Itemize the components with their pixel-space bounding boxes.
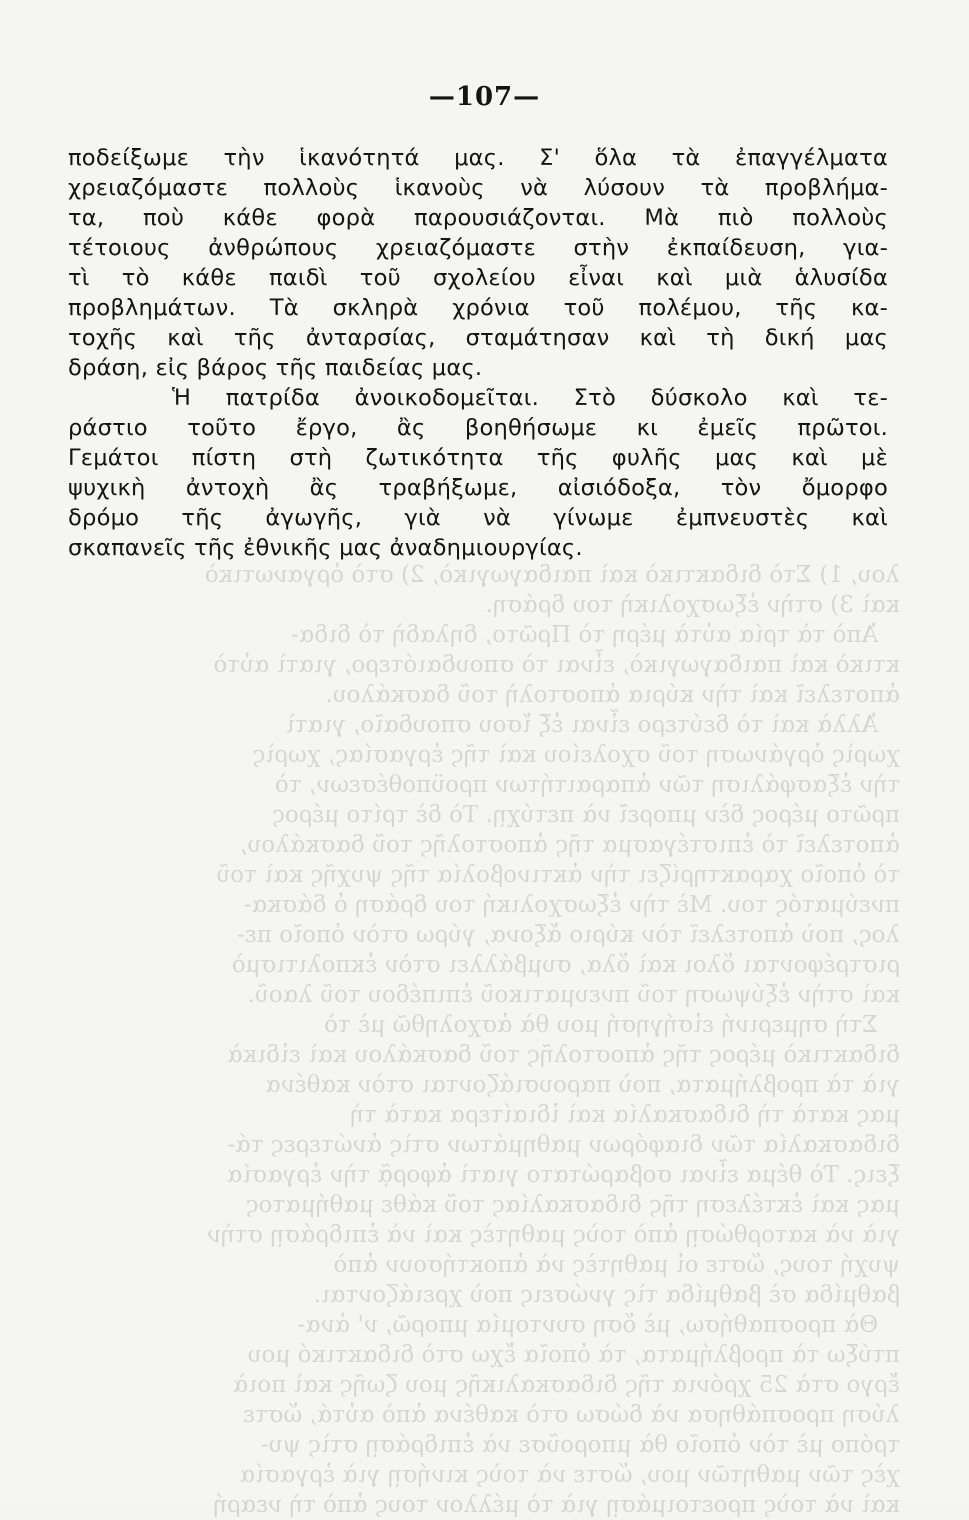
text-line: τοχῆς καὶ τῆς ἀνταρσίας, σταμάτησαν καὶ τὴ δική μας bbox=[68, 325, 888, 351]
bleed-through-text: λου, 1) Στὸ διδακτικὸ καὶ παιδαγωγικὸ, 2) στὸ ὀργανωτικὸ καὶ 3) στὴν ἐξωσχολικὴ του δράση. Ἀπὸ τὰ τρία αὐτὰ μέρη τὸ Πρῶτο, δηλαδὴ τὸ διδα- κτικὸ καὶ παιδαγωγικὸ, εἶναι τὸ σπουδαιότερο, γιατὶ αὐτὸ ἀποτελεῖ καὶ τὴν κύρια ἀποστολὴ τοῦ δασκάλου. Ἀλλὰ καὶ τὸ δεύτερο εἶναι ἐξ ἴσου σπουδαῖο, γιατὶ χωρὶς ὀργάνωση τοῦ σχολείου καὶ τῆς ἐργασίας, χωρὶς τὴν ἐξασφάλιση τῶν ἀπαραιτήτων προϋποθέσεων, τὸ πρῶτο μέρος δὲν μπορεῖ νὰ πετύχῃ. Τὸ δὲ τρίτο μέρος ἀποτελεῖ τὸ ἐπιστέγασμα τῆς ἀποστολῆς τοῦ δασκάλου, τὸ ὁποῖο χαρακτηρίζει τὴν ἀκτινοβολία τῆς ψυχῆς καὶ τοῦ πνεύματός του. Μὲ τὴν ἐξωσχολική του δράση ὁ δάσκα- λος, ποὺ ἀποτελεῖ τὸν κύριο ἄξονα, γύρω στὸν ὁποῖο πε- ριστρέφονται ὅλοι καὶ ὅλα, συμβάλλει στὸν ἐκπολιτισμὸ καὶ στὴν ἐξύψωση τοῦ πνευματικοῦ ἐπιπέδου τοῦ λαοῦ. Στὴ σημερινή εἰσήγησή μου θὰ ἀσχοληθῶ μὲ τὸ διδακτικὸ μέρος τῆς ἀποστολῆς τοῦ δασκάλου καὶ εἰδικὰ γιὰ τὰ προβλήματα, ποὺ παρουσιάζονται στὸν καθένα μας κατὰ τὴ διδασκαλία καὶ ἰδιαίτερα κατὰ τὴ διδασκαλία τῶν διαφόρων μαθημάτων στὶς ἀνώτερες τά- ξεις. Τὸ θέμα εἶναι σοβαρώτατο γιατὶ ἀφορᾷ τὴν ἐργασία μας καὶ ἐκτέλεση τῆς διδασκαλίας τοῦ κάθε μαθήματος γιὰ νὰ κατορθώσῃ ἀπὸ τοὺς μαθητὲς καὶ νὰ ἐπιδράσῃ στὴν ψυχή τους, ὥστε οἱ μαθητὲς νὰ ἀποκτήσουν ἀπὸ βαθμίδα σὲ βαθμίδα τὶς γνώσεις ποὺ χρειάζονται. Θὰ προσπαθήσω, μὲ ὅση συντομία μπορῶ, ν' ἀνα- πτύξω τὰ προβλήματα, τὰ ὁποῖα ἔχω στὸ διδακτικό μου ἔργο στὰ 25 χρόνια τῆς διδασκαλικῆς μου ζωῆς καὶ ποιὰ λύση προσπάθησα νὰ δώσω στὸ καθένα ἀπὸ αὐτά, ὥστε τρόπο μὲ τὸν ὁποῖο θὰ μποροῦσε νὰ ἐπιδράσῃ στὶς ψυ- χὲς τῶν μαθητῶν μου, ὥστε νὰ τοὺς κινήσῃ γιὰ ἐργασία καὶ νὰ τοὺς προετοιμάσῃ γιὰ τὸ μέλλον τους ἀπὸ τὴ νεαρή bbox=[204, 562, 900, 1518]
text-line: δράση, εἰς βάρος τῆς παιδείας μας. bbox=[68, 355, 483, 381]
text-line: χρειαζόμαστε πολλοὺς ἱκανοὺς νὰ λύσουν τὰ προβλήμα- bbox=[68, 175, 888, 201]
text-line: δρόμο τῆς ἀγωγῆς, γιὰ νὰ γίνωμε ἐμπνευστὲς καὶ bbox=[68, 505, 888, 531]
text-line: Γεμάτοι πίστη στὴ ζωτικότητα τῆς φυλῆς μας καὶ μὲ bbox=[68, 445, 888, 471]
text-line: προβλημάτων. Τὰ σκληρὰ χρόνια τοῦ πολέμου, τῆς κα- bbox=[68, 295, 888, 321]
text-line: ράστιο τοῦτο ἔργο, ἂς βοηθήσωμε κι ἐμεῖς πρῶτοι. bbox=[68, 415, 888, 441]
text-line: σκαπανεῖς τῆς ἐθνικῆς μας ἀναδημιουργίας. bbox=[68, 535, 583, 561]
page-number: —107— bbox=[428, 82, 541, 112]
text-line: τὶ τὸ κάθε παιδὶ τοῦ σχολείου εἶναι καὶ μιὰ ἁλυσίδα bbox=[68, 265, 888, 291]
text-line: Ἡ πατρίδα ἀνοικοδομεῖται. Στὸ δύσκολο καὶ τε- bbox=[68, 385, 888, 411]
text-line: ποδείξωμε τὴν ἱκανότητά μας. Σ' ὅλα τὰ ἐπαγγέλματα bbox=[68, 145, 888, 171]
text-line: τέτοιους ἀνθρώπους χρειαζόμαστε στὴν ἐκπαίδευση, για- bbox=[68, 235, 888, 261]
text-line: τα, ποὺ κάθε φορὰ παρουσιάζονται. Μὰ πιὸ πολλοὺς bbox=[68, 205, 888, 231]
body-paragraphs bbox=[68, 143, 888, 563]
text-line: ψυχικὴ ἀντοχὴ ἂς τραβήξωμε, αἰσιόδοξα, τὸν ὄμορφο bbox=[68, 475, 888, 501]
